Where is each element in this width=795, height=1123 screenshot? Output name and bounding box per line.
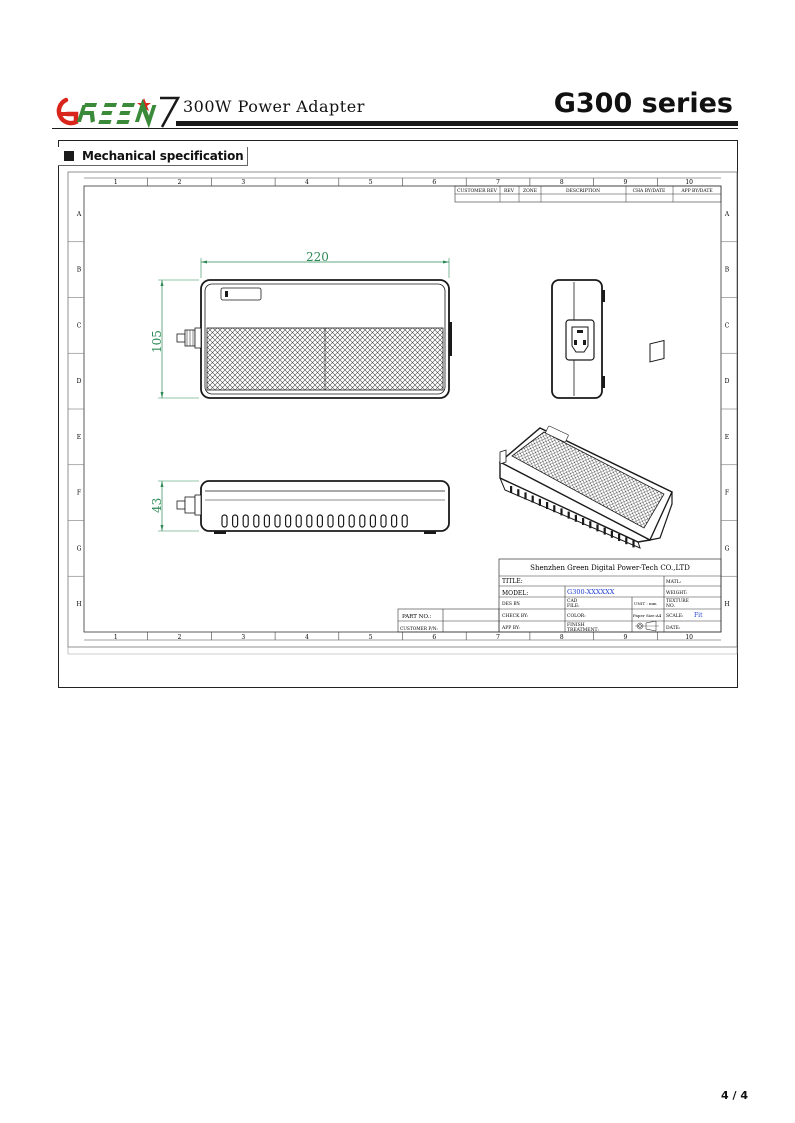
side-view (150, 481, 449, 534)
model-label: MODEL: (502, 590, 529, 597)
column-label-bottom: 1 (113, 634, 118, 641)
end-view (552, 280, 605, 398)
vent-slot (254, 515, 259, 527)
column-label-top: 2 (177, 179, 182, 186)
column-label-bottom: 7 (496, 634, 500, 641)
rev-header-app-by: APP BY/DATE (681, 189, 713, 194)
scale-label: SCALE: (666, 614, 684, 619)
column-label-top: 8 (559, 179, 564, 186)
row-label-right: D (724, 378, 730, 386)
vent-slot (381, 515, 386, 527)
column-label-bottom: 5 (368, 634, 373, 641)
title-label: TITLE: (502, 578, 523, 585)
row-label-right: C (724, 322, 730, 330)
row-label-right: A (724, 210, 730, 218)
row-label-left: F (76, 489, 82, 497)
page-number: 4 / 4 (721, 1089, 748, 1102)
vent-slot (370, 515, 375, 527)
rev-header-description: DESCRIPTION (565, 189, 601, 194)
unit-label: UNIT : mm (634, 601, 657, 606)
customer-pn-label: CUSTOMER P/N: (400, 627, 438, 632)
rev-header-zone: ZONE (522, 189, 538, 194)
row-label-right: G (724, 545, 730, 553)
column-label-top: 5 (368, 179, 373, 186)
vent-slot (402, 515, 407, 527)
vent-slot (339, 515, 344, 527)
side-cable (177, 495, 201, 515)
vent-slot (349, 515, 354, 527)
row-label-right: F (724, 489, 730, 497)
row-label-right: B (724, 266, 730, 274)
vent-slot (360, 515, 365, 527)
iso-vent-slot (596, 524, 598, 531)
iso-ac-inlet-icon (650, 340, 664, 361)
row-label-left: G (76, 545, 82, 553)
column-label-bottom: 4 (305, 634, 309, 641)
iso-vent-slot (575, 515, 577, 522)
iso-vent-slot (611, 531, 613, 538)
iso-vent-slot (510, 486, 512, 493)
iso-vent-slot (568, 512, 570, 519)
iso-vent-slot (560, 508, 562, 515)
row-labels-left (76, 211, 82, 608)
iso-vent-slot (618, 534, 620, 541)
des-by-label: DES BY: (502, 602, 521, 607)
row-label-right: H (724, 601, 730, 609)
column-label-top: 6 (432, 179, 437, 186)
iso-vent-slot (517, 489, 519, 496)
iso-vent-slot (539, 499, 541, 506)
iso-vent-slot (532, 496, 534, 503)
vent-slot (264, 515, 269, 527)
iso-vent-slot (632, 540, 634, 547)
finish-label-2: TREATMENT: (567, 628, 599, 633)
iso-vent-slot (582, 518, 584, 525)
dimension-width-label: 105 (150, 330, 164, 353)
column-label-bottom: 9 (623, 634, 628, 641)
vent-slot (317, 515, 322, 527)
iso-vent-slot (546, 502, 548, 509)
column-label-top: 3 (241, 179, 246, 186)
check-by-label: CHECK BY: (502, 614, 529, 619)
row-label-left: A (76, 210, 82, 218)
row-label-left: B (76, 266, 82, 274)
column-labels-top (114, 179, 693, 186)
vent-slot (328, 515, 333, 527)
dc-cable-strain-relief (177, 328, 201, 348)
vent-slot (392, 515, 397, 527)
column-label-top: 7 (496, 179, 500, 186)
dimension-height-label: 43 (150, 497, 164, 513)
vent-slot (296, 515, 301, 527)
rev-header-customer-rev: CUSTOMER REV (457, 189, 497, 194)
iso-vent-slot (589, 521, 591, 528)
title-block (398, 559, 721, 633)
iso-vent-slot (625, 537, 627, 544)
finish-label-1: FINISH (567, 623, 585, 628)
column-label-bottom: 6 (432, 634, 437, 641)
column-label-bottom: 10 (685, 634, 693, 641)
cad-file-label-2: FILE: (567, 604, 580, 609)
projection-symbol-icon (635, 621, 659, 631)
iso-vent-slot (553, 505, 555, 512)
column-label-bottom: 2 (177, 634, 182, 641)
column-label-top: 1 (113, 179, 118, 186)
row-label-right: E (724, 433, 730, 441)
column-label-top: 10 (685, 179, 693, 186)
iso-vent-slot (604, 528, 606, 535)
texture-label-2: NO. (666, 604, 675, 609)
section-title: Mechanical specification (82, 149, 244, 163)
vent-slot (243, 515, 248, 527)
iso-vent-slot (524, 492, 526, 499)
color-label: COLOR: (567, 614, 586, 619)
column-label-bottom: 3 (241, 634, 246, 641)
row-label-left: H (76, 601, 82, 609)
column-label-top: 9 (623, 179, 628, 186)
part-no-label: PART NO.: (402, 614, 432, 620)
top-view (150, 250, 452, 398)
cad-file-label-1: CAD (567, 599, 578, 604)
dimension-length (201, 250, 449, 278)
vent-slot (222, 515, 227, 527)
vent-slot (307, 515, 312, 527)
vent-slot (286, 515, 291, 527)
date-label: DATE: (666, 626, 681, 631)
column-label-top: 4 (305, 179, 309, 186)
column-label-bottom: 8 (559, 634, 564, 641)
dimension-length-label: 220 (306, 250, 329, 264)
texture-label-1: TEXTURE (666, 599, 689, 604)
vent-slot (233, 515, 238, 527)
row-label-left: D (76, 378, 82, 386)
row-label-left: C (76, 322, 82, 330)
rev-header-cha-by: CHA BY/DATE (632, 189, 666, 194)
revision-table (455, 186, 721, 202)
company-name: Shenzhen Green Digital Power-Tech CO.,LTD (530, 564, 690, 572)
vent-slot (275, 515, 280, 527)
row-labels-right (724, 211, 730, 608)
row-label-left: E (76, 433, 82, 441)
series-title: G300 series (553, 88, 733, 119)
weight-label: WEIGHT: (666, 591, 688, 596)
matl-label: MATL: (666, 580, 682, 585)
rev-header-rev: REV (504, 189, 514, 194)
app-by-label: APP BY: (502, 626, 520, 631)
model-value: G300-XXXXXX (567, 588, 615, 596)
product-title: 300W Power Adapter (183, 97, 365, 116)
scale-value: Fit (694, 612, 703, 619)
paper-size-label: Paper Size:A4 (633, 613, 662, 618)
